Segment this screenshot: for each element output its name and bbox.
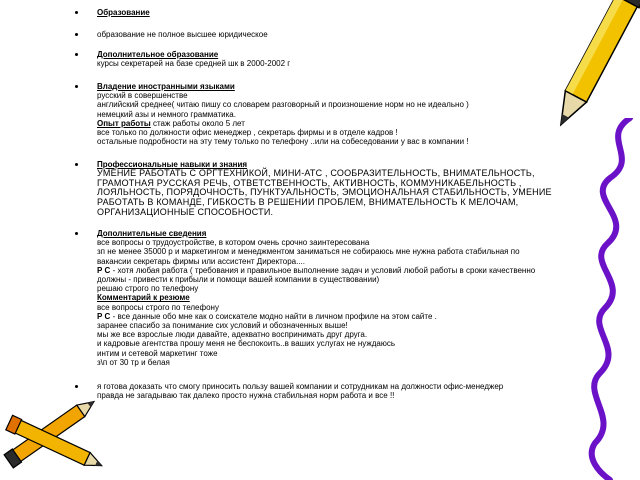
- bullet: [75, 232, 78, 235]
- bullet: [75, 11, 78, 14]
- bullet: [75, 163, 78, 166]
- ps-line: [97, 266, 617, 275]
- closing-line: я готова доказать что смогу приносить пользу вашей компании и сотрудникам на должности офис-менеджер: [97, 382, 504, 391]
- bullet: [75, 53, 78, 56]
- list-item-skills: [97, 160, 617, 217]
- list-item-languages: [97, 82, 617, 146]
- comment-line: все вопросы строго по телефону: [97, 302, 219, 312]
- ps-line: должны - привести к прибыли и помощи вашей компании в существовании): [97, 275, 380, 285]
- ps-label: Р С: [97, 265, 111, 275]
- closing-line: правда не загадываю так далеко просто нужна стабильная норм работа и все !!: [97, 391, 395, 401]
- ps-label: Р С: [97, 311, 111, 321]
- experience-line: [97, 119, 617, 128]
- ps-line: [97, 312, 617, 321]
- experience-text: стаж работы около 5 лет: [150, 118, 245, 128]
- skills-line: ГРАМОТНАЯ РУССКАЯ РЕЧЬ, ОТВЕТСТВЕННОСТЬ, АКТИВНОСТЬ, КОММУНИКАБЕЛЬНОСТЬ ,: [97, 177, 522, 188]
- info-line: зп не менее 35000 р и маркетингом и менеджментом заниматься не собираюсь мне нужна работа стабильная по: [97, 247, 520, 257]
- list-item-additional-info: [97, 229, 617, 367]
- skills-line: РАБОТАТЬ В КОМАНДЕ, ГИБКОСТЬ В РЕШЕНИИ ПРОБЛЕМ, ВНИМАТЕЛЬНОСТЬ К МЕЛОЧАМ,: [97, 196, 519, 207]
- crossed-pencils-icon: [0, 385, 110, 480]
- skills-line: УМЕНИЕ РАБОТАТЬ С ОРГТЕХНИКОЙ, МИНИ-АТС , СООБРАЗИТЕЛЬНОСТЬ, ВНИМАТЕЛЬНОСТЬ,: [97, 168, 535, 179]
- language-line: немецкий азы и немного грамматика.: [97, 109, 236, 119]
- heading-languages: Владение иностранными языками: [97, 82, 235, 91]
- bullet: [75, 33, 78, 36]
- list-item-additional-education: [97, 50, 617, 68]
- skills-line: ЛОЯЛЬНОСТЬ, ПОРЯДОЧНОСТЬ, ПУНКТУАЛЬНОСТЬ, ЭМОЦИОНАЛЬНАЯ СТАБИЛЬНОСТЬ, УМЕНИЕ: [97, 187, 552, 198]
- ps-text: - хотя любая работа ( требования и правильное выполнение задач и условий любой работы в сроки качественно: [110, 265, 536, 275]
- list-item-education: [97, 8, 617, 17]
- language-line: английский среднее( читаю пишу со словарем разговорный и произношение норм но не идеально ): [97, 100, 469, 110]
- list-item-closing: [97, 382, 617, 400]
- heading-skills: Профессиональные навыки и знания: [97, 160, 248, 169]
- info-line: вакансии секретарь фирмы или ассистент Директора....: [97, 256, 305, 266]
- ps-line: интим и сетевой маркетинг тоже: [97, 348, 218, 358]
- info-line: все вопросы о трудоустройстве, в котором очень срочно заинтересована: [97, 238, 370, 248]
- ps-line: заранее спасибо за понимание сих условий и обозначенных выше!: [97, 321, 348, 331]
- ps-line: з\п от 30 тр и белая: [97, 357, 170, 367]
- heading-additional-info: Дополнительные сведения: [97, 229, 207, 238]
- education-text: образование не полное высшее юридическое: [97, 30, 268, 39]
- squiggle-decoration: [580, 118, 640, 480]
- experience-label: Опыт работы: [97, 118, 151, 128]
- heading-education: Образование: [97, 8, 150, 17]
- language-line: русский в совершенстве: [97, 91, 188, 101]
- additional-education-text: курсы секретарей на базе средней шк в 2000-2002 г: [97, 59, 291, 69]
- list-item-education-detail: [97, 30, 617, 39]
- skills-line: ОРГАНИЗАЦИОННЫЕ СПОСОБНОСТИ.: [97, 206, 274, 217]
- bullet: [75, 85, 78, 88]
- ps-line: мы же все взрослые люди давайте, адекватно воспринимать друг друга.: [97, 330, 368, 340]
- ps-line: решаю строго по телефону: [97, 284, 199, 294]
- heading-additional-education: Дополнительное образование: [97, 50, 219, 59]
- comment-heading: Комментарий к резюме: [97, 293, 190, 303]
- ps-line: и кадровые агентства прошу меня не беспокоить..в ваших услугах не нуждаюсь: [97, 339, 395, 349]
- experience-detail: все только по должности офис менеджер , секретарь фирмы и в отделе кадров !: [97, 128, 398, 138]
- ps-text: - все данные обо мне как о соискателе модно найти в личном профиле на этом сайте .: [110, 311, 437, 321]
- experience-detail: остальные подробности на эту тему только по телефону ..или на собеседовании у вас в компании !: [97, 137, 469, 147]
